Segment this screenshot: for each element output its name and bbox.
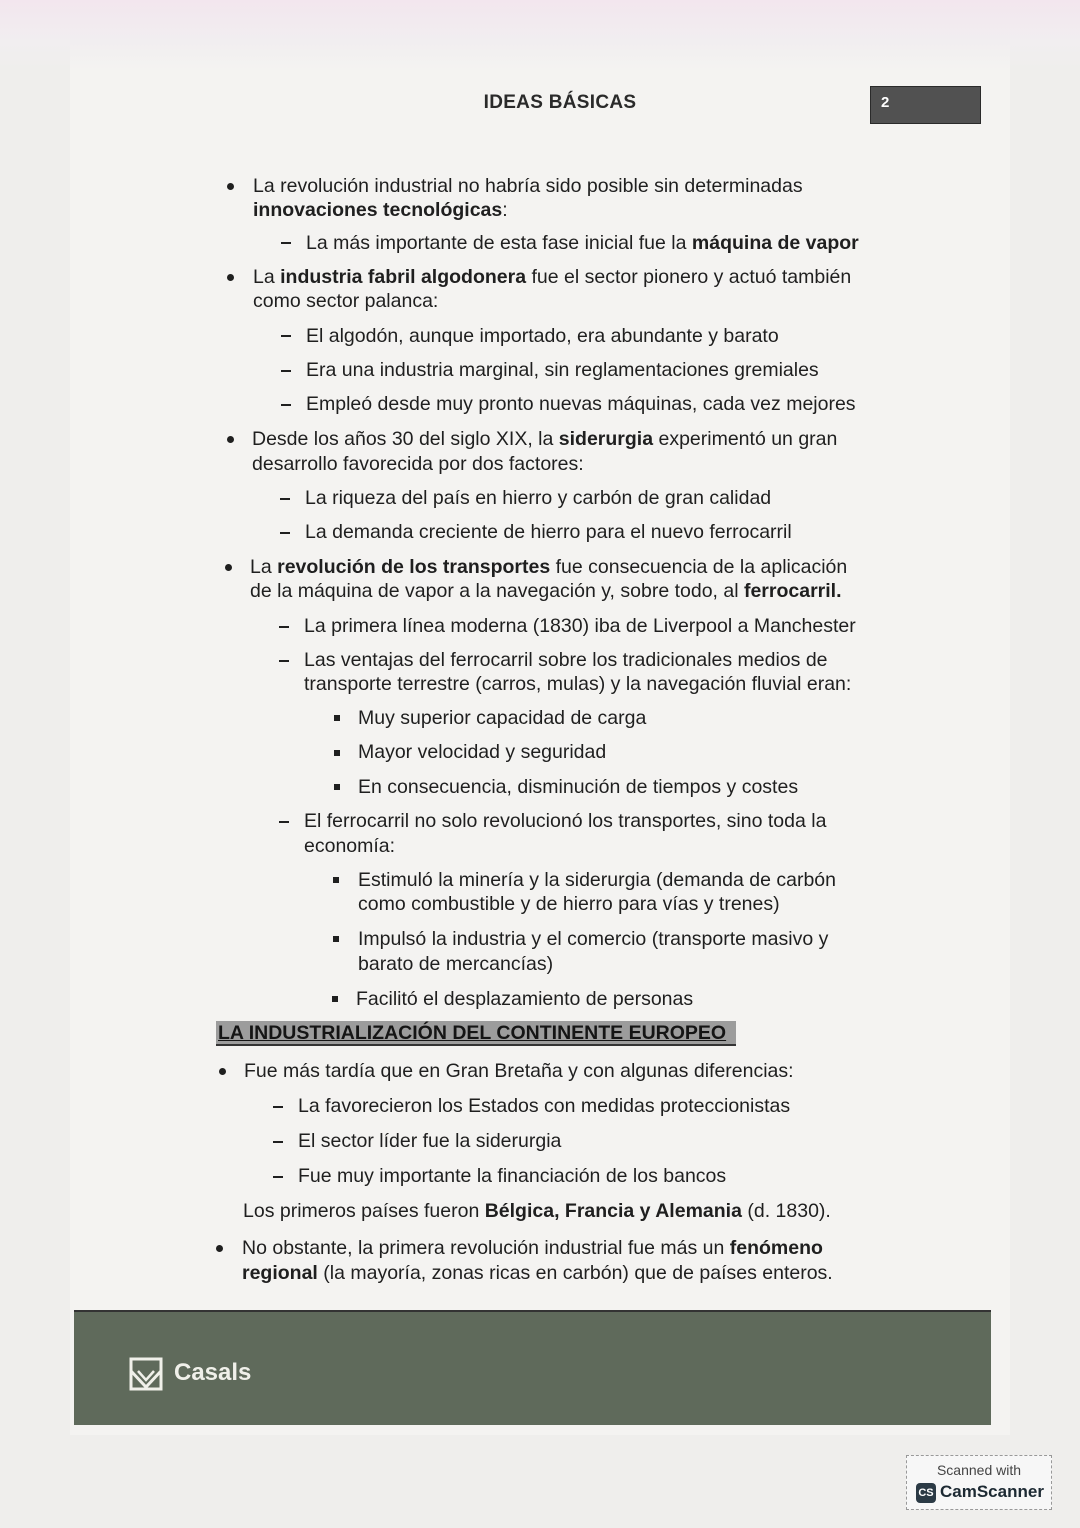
camscanner-watermark (906, 1455, 1052, 1510)
bullet-2-line-1: La industria fabril algodonera fue el sector pionero y actuó también (253, 266, 852, 288)
square-marker (333, 936, 339, 942)
square-marker (334, 784, 340, 790)
camscanner-icon: CS (916, 1483, 936, 1503)
bullet-3-sub-1: La riqueza del país en hierro y carbón de gran calidad (305, 487, 772, 509)
bullet-dot (227, 436, 234, 443)
section2-bullet-1-sub-1: La favorecieron los Estados con medidas proteccionistas (298, 1095, 791, 1117)
section2-bullet-1-sub-3: Fue muy importante la financiación de los bancos (298, 1165, 727, 1187)
bullet-2-sub-1: El algodón, aunque importado, era abundante y barato (306, 325, 779, 347)
bullet-4-sub-3-item-1-line-2: como combustible y de hierro para vías y trenes) (358, 893, 780, 915)
square-marker (333, 877, 339, 883)
bullet-3-line-2: desarrollo favorecida por dos factores: (252, 453, 584, 475)
dash-marker (281, 335, 291, 337)
footer-band (74, 1310, 991, 1425)
page-number-badge: 2 (870, 86, 981, 124)
bullet-3-sub-2: La demanda creciente de hierro para el nuevo ferrocarril (305, 521, 792, 543)
bullet-3-line-1: Desde los años 30 del siglo XIX, la siderurgia experimentó un gran (252, 428, 838, 450)
dash-marker (273, 1141, 283, 1143)
section2-paragraph: Los primeros países fueron Bélgica, Francia y Alemania (d. 1830). (243, 1200, 831, 1222)
square-marker (334, 750, 340, 756)
dash-marker (279, 626, 289, 628)
page-title: IDEAS BÁSICAS (483, 92, 637, 113)
section2-bullet-1-sub-2: El sector líder fue la siderurgia (298, 1130, 562, 1152)
bullet-dot (219, 1068, 226, 1075)
brand-name: Casals (174, 1359, 252, 1386)
bullet-1-sub-1: La más importante de esta fase inicial fue la máquina de vapor (306, 232, 859, 254)
bullet-dot (216, 1245, 223, 1252)
bullet-dot (225, 564, 232, 571)
bullet-dot (227, 183, 234, 190)
bullet-4-sub-1: La primera línea moderna (1830) iba de Liverpool a Manchester (304, 615, 856, 637)
section2-bullet-2-line-1: No obstante, la primera revolución industrial fue más un fenómeno (242, 1237, 823, 1259)
bullet-4-sub-3-item-2-line-1: Impulsó la industria y el comercio (transporte masivo y (358, 928, 829, 950)
dash-marker (281, 404, 291, 406)
casals-logo-icon (129, 1357, 163, 1391)
square-marker (332, 996, 338, 1002)
dash-marker (279, 660, 289, 662)
bullet-4-sub-2-item-1: Muy superior capacidad de carga (358, 707, 647, 729)
bullet-4-sub-3-line-2: economía: (304, 835, 396, 857)
bullet-4-line-1: La revolución de los transportes fue consecuencia de la aplicación (250, 556, 848, 578)
bullet-4-sub-2-item-3: En consecuencia, disminución de tiempos y costes (358, 776, 799, 798)
bullet-4-sub-3-item-2-line-2: barato de mercancías) (358, 953, 554, 975)
bullet-2-line-2: como sector palanca: (253, 290, 439, 312)
watermark-brand: CamScanner (940, 1482, 1044, 1501)
section2-bullet-2-line-2: regional (la mayoría, zonas ricas en carbón) que de países enteros. (242, 1262, 833, 1284)
bullet-1-line-2: innovaciones tecnológicas: (253, 199, 508, 221)
bullet-4-sub-3-item-3: Facilitó el desplazamiento de personas (356, 988, 694, 1010)
bullet-1-line-1: La revolución industrial no habría sido posible sin determinadas (253, 175, 803, 197)
section-heading: LA INDUSTRIALIZACIÓN DEL CONTINENTE EUROPEO (216, 1021, 736, 1046)
scan-tint (0, 0, 1080, 70)
dash-marker (280, 498, 290, 500)
bullet-4-sub-2-line-2: transporte terrestre (carros, mulas) y la navegación fluvial eran: (304, 673, 852, 695)
dash-marker (279, 821, 289, 823)
watermark-caption: Scanned with (936, 1462, 1022, 1478)
bullet-4-line-2: de la máquina de vapor a la navegación y, sobre todo, al ferrocarril. (250, 580, 842, 602)
bullet-4-sub-3-line-1: El ferrocarril no solo revolucionó los transportes, sino toda la (304, 810, 827, 832)
dash-marker (280, 532, 290, 534)
bullet-4-sub-3-item-1-line-1: Estimuló la minería y la siderurgia (demanda de carbón (358, 869, 836, 891)
dash-marker (273, 1106, 283, 1108)
bullet-4-sub-2-item-2: Mayor velocidad y seguridad (358, 741, 607, 763)
square-marker (334, 715, 340, 721)
dash-marker (273, 1176, 283, 1178)
bullet-2-sub-3: Empleó desde muy pronto nuevas máquinas, cada vez mejores (306, 393, 856, 415)
bullet-4-sub-2-line-1: Las ventajas del ferrocarril sobre los tradicionales medios de (304, 649, 828, 671)
bullet-dot (227, 274, 234, 281)
dash-marker (281, 242, 291, 244)
bullet-2-sub-2: Era una industria marginal, sin reglamentaciones gremiales (306, 359, 819, 381)
section2-bullet-1-line-1: Fue más tardía que en Gran Bretaña y con algunas diferencias: (244, 1060, 794, 1082)
dash-marker (281, 370, 291, 372)
